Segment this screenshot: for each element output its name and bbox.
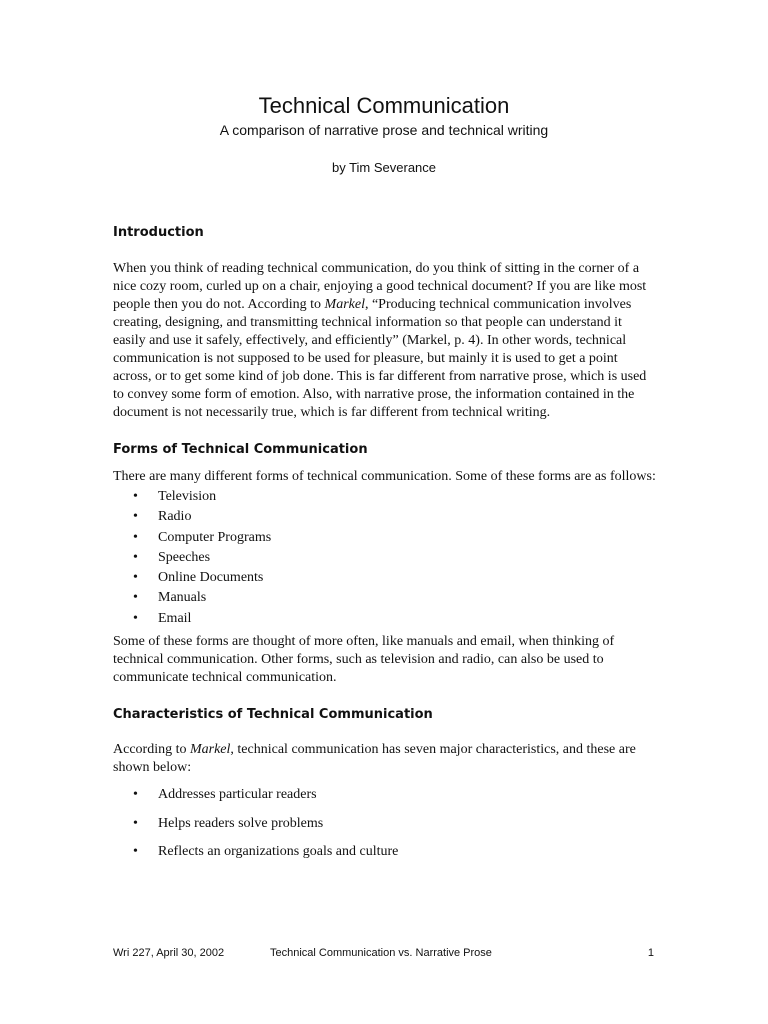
characteristics-text-end: , technical communication has seven major characteristics, and these are shown below: bbox=[113, 742, 636, 776]
bullet-icon: • bbox=[133, 590, 138, 606]
document-subtitle: A comparison of narrative prose and technical writing bbox=[219, 122, 549, 138]
list-item-text: Email bbox=[158, 610, 192, 626]
bullet-icon: • bbox=[133, 815, 138, 831]
list-item-text: Online Documents bbox=[158, 570, 264, 586]
page-footer bbox=[113, 945, 658, 961]
bullet-icon: • bbox=[133, 529, 138, 545]
page-number: 1 bbox=[647, 947, 654, 959]
characteristics-list bbox=[113, 786, 658, 861]
list-item bbox=[113, 609, 658, 629]
forms-list bbox=[113, 487, 658, 629]
list-item bbox=[113, 568, 658, 588]
introduction-text-start: When you think of reading technical communication, do you think of sitting in the corner of a nice cozy room, curled up on a chair, enjoying a good technical document? If you are like most people then you do not. According to bbox=[113, 261, 647, 312]
list-item-text: Reflects an organizations goals and culture bbox=[158, 844, 399, 860]
document-body bbox=[113, 224, 658, 872]
list-item-text: Addresses particular readers bbox=[158, 787, 317, 803]
list-item bbox=[113, 786, 658, 804]
markel-reference: Markel bbox=[324, 297, 365, 312]
list-item-text: Speeches bbox=[158, 549, 211, 565]
bullet-icon: • bbox=[133, 509, 138, 525]
characteristics-intro-paragraph bbox=[113, 741, 658, 777]
section-heading-characteristics: Characteristics of Technical Communication bbox=[113, 707, 433, 723]
list-item bbox=[113, 507, 658, 527]
markel-reference: Markel bbox=[189, 742, 231, 758]
document-author: by Tim Severance bbox=[331, 160, 437, 175]
footer-course-date: Wri 227, April 30, 2002 bbox=[113, 947, 225, 959]
bullet-icon: • bbox=[133, 549, 138, 565]
section-heading-forms: Forms of Technical Communication bbox=[113, 442, 368, 457]
list-item bbox=[113, 588, 658, 608]
list-item-text: Computer Programs bbox=[158, 529, 272, 545]
list-item-text: Television bbox=[158, 489, 217, 504]
list-item bbox=[113, 843, 658, 861]
bullet-icon: • bbox=[133, 844, 138, 860]
bullet-icon: • bbox=[133, 787, 138, 803]
forms-outro-paragraph: Some of these forms are thought of more often, like manuals and email, when thinking of technical communication. Other forms, such as television and radio, can also be used to communicate technical communication. bbox=[113, 634, 615, 686]
characteristics-text-start: According to bbox=[113, 742, 190, 758]
bullet-icon: • bbox=[133, 610, 138, 626]
list-item-text: Radio bbox=[158, 509, 192, 525]
forms-intro-paragraph: There are many different forms of technical communication. Some of these forms are as follows: bbox=[113, 469, 656, 484]
introduction-paragraph bbox=[113, 260, 658, 422]
introduction-text-end: , “Producing technical communication involves creating, designing, and transmitting technical information so that people can understand it easily and use it safely, effectively, and efficiently” (Markel, p. 4). In other words, technical communication is not supposed to be used for pleasure, but mainly it is used to get a point across, or to get some kind of job done. This is far different from narrative prose, which is used to convey some form of emotion. Also, with narrative prose, the information contained in the document is not necessarily true, which is far different from technical writing. bbox=[113, 297, 647, 420]
bullet-icon: • bbox=[133, 489, 138, 504]
document-title: Technical Communication bbox=[258, 93, 510, 118]
section-heading-introduction: Introduction bbox=[113, 225, 204, 240]
list-item bbox=[113, 548, 658, 568]
list-item-text: Helps readers solve problems bbox=[158, 815, 324, 831]
footer-document-title: Technical Communication vs. Narrative Prose bbox=[270, 947, 492, 959]
list-item-text: Manuals bbox=[158, 590, 207, 606]
list-item bbox=[113, 528, 658, 548]
bullet-icon: • bbox=[133, 570, 138, 586]
list-item bbox=[113, 487, 658, 507]
list-item bbox=[113, 815, 658, 833]
